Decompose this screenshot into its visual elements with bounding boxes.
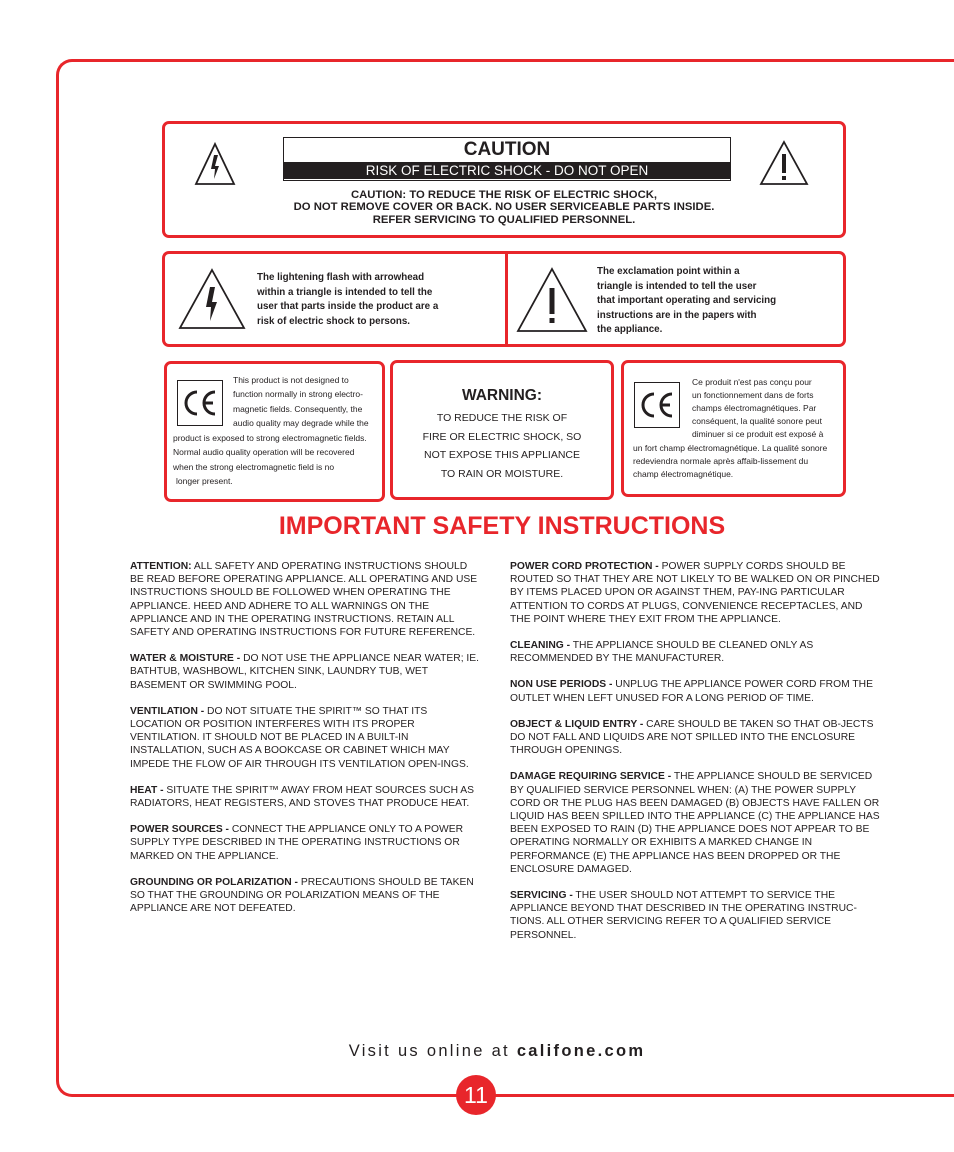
instruction-paragraph [130, 784, 482, 810]
ce-text-top [692, 376, 842, 441]
lightning-explanation [257, 271, 505, 329]
instruction-text: THE APPLIANCE SHOULD BE SERVICED BY QUALIFIED SERVICE PERSONNEL WHEN: (A) THE POWER SUPPLY CORD OR THE PLUG HAS BEEN DAMAGED (B) OBJECTS HAVE FALLEN OR LIQUID HAS BEEN SPILLED INTO THE APPLIANCE (C) THE APPLIANCE HAS BEEN EXPOSED TO RAIN (D) THE APPLIANCE DOES NOT APPEAR TO BE OPERATING NORMALLY OR EXHIBITS A MARKED CHANGE IN PERFORMANCE (E) THE APPLIANCE HAS BEEN DROPPED OR THE ENCLOSURE DAMAGED. [510, 771, 880, 875]
instruction-label: POWER CORD PROTECTION - [510, 561, 659, 572]
divider [505, 254, 508, 344]
instruction-paragraph [130, 560, 482, 639]
website-link[interactable]: califone.com [516, 1042, 646, 1060]
text-line: that important operating and servicing [597, 295, 777, 306]
instruction-label: GROUNDING OR POLARIZATION - [130, 876, 298, 888]
instruction-text: THE APPLIANCE SHOULD BE CLEANED ONLY AS RECOMMENDED BY THE MANUFACTURER. [510, 640, 814, 665]
instruction-label: OBJECT & LIQUID ENTRY - [510, 718, 644, 730]
text-line: TO REDUCE THE RISK OF [436, 412, 568, 424]
instruction-paragraph [510, 770, 882, 876]
text-line: Ce produit n'est pas conçu pour [692, 377, 812, 387]
instruction-text: DO NOT USE THE APPLIANCE NEAR WATER; IE. BATHTUB, WASHBOWL, KITCHEN SINK, LAUNDRY TUB, WET BASEMENT OR SWIMMING POOL. [130, 653, 480, 691]
text-line: redeviendra normale après affaib-lissement du [633, 456, 809, 466]
text-line: The lightening flash with arrowhead [257, 272, 425, 283]
caution-box [162, 121, 846, 238]
ce-mark-icon [634, 382, 680, 428]
instructions-left-column [130, 560, 482, 928]
text-line: un fonctionnement dans de forts [692, 390, 814, 400]
instruction-paragraph [510, 718, 882, 758]
text-line: Normal audio quality operation will be recovered [173, 447, 355, 458]
exclamation-triangle-icon [759, 140, 809, 191]
instruction-label: SERVICING - [510, 890, 573, 902]
instruction-text: CONNECT THE APPLIANCE ONLY TO A POWER SUPPLY TYPE DESCRIBED IN THE OPERATING INSTRUCTIONS OR MARKED ON THE APPLIANCE. [130, 824, 464, 862]
caution-title: CAUTION [463, 139, 551, 160]
instruction-text: DO NOT SITUATE THE SPIRIT™ SO THAT ITS LOCATION OR POSITION INTERFERES WITH ITS PROPER VENTILATION. IT SHOULD NOT BE PLACED IN A BUILT-IN INSTALLATION, SUCH AS A BOOKCASE OR CABINET WHICH MAY IMPEDE THE FLOW OF AIR THROUGH ITS VENTILATION OPEN-INGS. [130, 705, 469, 770]
caution-line: CAUTION: TO REDUCE THE RISK OF ELECTRIC SHOCK, [350, 189, 658, 201]
exclamation-explanation [597, 265, 847, 338]
text-line: magnetic fields. Consequently, the [233, 403, 363, 414]
text-line: TO RAIN OR MOISTURE. [440, 468, 564, 481]
ce-notice-french [621, 360, 846, 497]
text-line: the appliance. [597, 324, 663, 335]
text-line: user that parts inside the product are a [257, 301, 439, 312]
instruction-paragraph [510, 678, 882, 704]
warning-title: WARNING: [461, 387, 543, 404]
caution-header [283, 137, 731, 181]
text-line: when the strong electromagnetic field is no [173, 461, 335, 472]
text-line: conséquent, la qualité sonore peut [692, 416, 822, 426]
instruction-text: CARE SHOULD BE TAKEN SO THAT OB-JECTS DO NOT FALL AND LIQUIDS ARE NOT SPILLED INTO THE ENCLOSURE THROUGH OPENINGS. [510, 718, 874, 757]
instruction-text: POWER SUPPLY CORDS SHOULD BE ROUTED SO THAT THEY ARE NOT LIKELY TO BE WALKED ON OR PINCHED BY ITEMS PLACED UPON OR AGAINST THEM, PAY-ING PARTICULAR ATTENTION TO CORDS AT PLUGS, CONVENIENCE RECEPTACLES, AND THE POINT WHERE THEY EXIT FROM THE APPLIANCE. [510, 561, 880, 625]
instruction-label: VENTILATION - [130, 705, 205, 717]
page-number: 11 [456, 1075, 496, 1115]
caution-line: DO NOT REMOVE COVER OR BACK. NO USER SERVICEABLE PARTS INSIDE. [293, 201, 715, 214]
instructions-right-column [510, 560, 882, 955]
ce-mark-icon [177, 380, 223, 426]
instruction-label: DAMAGE REQUIRING SERVICE - [510, 771, 672, 783]
text-line: champ électromagnétique. [633, 469, 734, 479]
warning-text [393, 409, 611, 484]
instruction-paragraph [510, 639, 882, 665]
text-line: FIRE OR ELECTRIC SHOCK, SO [422, 430, 582, 443]
instruction-label: WATER & MOISTURE - [130, 653, 241, 665]
text-line: NOT EXPOSE THIS APPLIANCE [424, 449, 580, 462]
warning-box [390, 360, 614, 500]
instruction-paragraph [510, 889, 882, 942]
instruction-text: SITUATE THE SPIRIT™ AWAY FROM HEAT SOURCES SUCH AS RADIATORS, HEAT REGISTERS, AND STOVES THAT PRODUCE HEAT. [130, 784, 475, 810]
text-line: champs électromagnétiques. Par [692, 403, 817, 413]
text-line: function normally in strong electro- [233, 389, 363, 400]
text-line: within a triangle is intended to tell the [257, 286, 433, 298]
lightning-triangle-icon [194, 142, 236, 191]
instruction-text: UNPLUG THE APPLIANCE POWER CORD FROM THE OUTLET WHEN LEFT UNUSED FOR A LONG PERIOD OF TIME. [510, 679, 873, 704]
caution-subtitle: RISK OF ELECTRIC SHOCK - DO NOT OPEN [284, 162, 730, 179]
caution-text [165, 189, 843, 226]
instruction-label: ATTENTION: [130, 561, 192, 572]
instruction-label: NON USE PERIODS - [510, 679, 613, 691]
instruction-text: ALL SAFETY AND OPERATING INSTRUCTIONS SHOULD BE READ BEFORE OPERATING APPLIANCE. ALL OPERATING AND USE INSTRUCTIONS SHOULD BE FOLLOWED WHEN OPERATING THE APPLIANCE. HEED AND ADHERE TO ALL WARNINGS ON THE APPLIANCE AND IN THE OPERATING INSTRUCTIONS. RETAIN ALL SAFETY AND OPERATING INSTRUCTIONS FOR FUTURE REFERENCE. [130, 561, 478, 639]
instruction-paragraph [130, 705, 482, 771]
lightning-triangle-icon [177, 267, 247, 336]
ce-text-top [233, 373, 383, 430]
text-line: instructions are in the papers with [597, 309, 757, 321]
website-footer [0, 1042, 954, 1061]
symbol-explanation-box [162, 251, 846, 347]
ce-notice-english [164, 361, 385, 502]
exclamation-triangle-icon [515, 266, 589, 339]
instruction-text: THE USER SHOULD NOT ATTEMPT TO SERVICE THE APPLIANCE BEYOND THAT DESCRIBED IN THE OPERATING INSTRUC-TIONS. ALL OTHER SERVICING REFER TO A QUALIFIED SERVICE PERSONNEL. [510, 890, 857, 941]
text-line: triangle is intended to tell the user [597, 280, 757, 292]
instruction-paragraph [130, 823, 482, 863]
instruction-label: POWER SOURCES - [130, 824, 229, 836]
text-line: un fort champ électromagnétique. La qualité sonore [633, 443, 828, 453]
text-line: The exclamation point within a [597, 266, 740, 277]
text-line: longer present. [176, 475, 233, 486]
text-line: product is exposed to strong electromagnetic fields. [173, 433, 367, 443]
instruction-paragraph [130, 652, 482, 692]
ce-text-bottom [633, 442, 845, 481]
instruction-label: CLEANING - [510, 640, 571, 652]
text-line: diminuer si ce produit est exposé à [692, 429, 824, 439]
instruction-paragraph [130, 876, 482, 916]
instruction-label: HEAT - [130, 784, 164, 796]
instruction-text: PRECAUTIONS SHOULD BE TAKEN SO THAT THE GROUNDING OR POLARIZATION MEANS OF THE APPLIANCE ARE NOT DEFEATED. [130, 876, 474, 915]
caution-line: REFER SERVICING TO QUALIFIED PERSONNEL. [372, 213, 636, 226]
page-title: IMPORTANT SAFETY INSTRUCTIONS [278, 512, 726, 540]
text-line: risk of electric shock to persons. [257, 315, 410, 327]
text-line: audio quality may degrade while the [233, 417, 369, 428]
visit-prefix: Visit us online at [348, 1042, 517, 1060]
text-line: This product is not designed to [233, 375, 349, 385]
ce-text-bottom [173, 431, 385, 488]
instruction-paragraph [510, 560, 882, 626]
